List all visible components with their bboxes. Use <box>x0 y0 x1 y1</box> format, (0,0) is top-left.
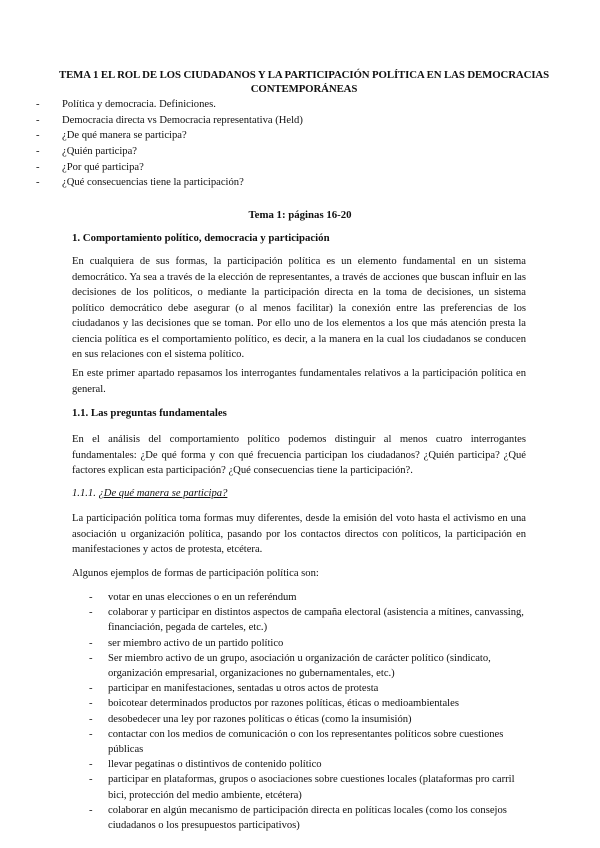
paragraph-overview: En este primer apartado repasamos los interrogantes fundamentales relativos a la participación política en general. <box>72 368 526 395</box>
topic-item <box>36 160 556 176</box>
dash-bullet: - <box>36 161 40 173</box>
list-item-text: ser miembro activo de un partido político <box>108 637 284 649</box>
dash-bullet: - <box>89 607 93 619</box>
list-item <box>89 636 529 651</box>
dash-bullet: - <box>36 130 40 142</box>
topic-item <box>36 175 556 191</box>
list-item-text: participar en manifestaciones, sentadas u otros actos de protesta <box>108 683 379 695</box>
topic-list <box>36 97 556 191</box>
topic-text: ¿Qué consecuencias tiene la participación? <box>62 177 244 189</box>
dash-bullet: - <box>89 683 93 695</box>
list-item-text: participar en plataformas, grupos o asociaciones sobre cuestiones locales (plataformas pro carril bici, protección del medio ambiente, etcétera) <box>108 774 515 801</box>
dash-bullet: - <box>89 637 93 649</box>
paragraph-examples-intro: Algunos ejemplos de formas de participación política son: <box>72 568 319 579</box>
list-item <box>89 757 529 772</box>
list-item <box>89 727 529 757</box>
list-item-text: boicotear determinados productos por razones políticas, éticas o medioambientales <box>108 698 459 710</box>
topic-text: ¿De qué manera se participa? <box>62 130 187 142</box>
topic-item <box>36 113 556 129</box>
topic-item <box>36 144 556 160</box>
dash-bullet: - <box>36 99 40 110</box>
main-title: TEMA 1 EL ROL DE LOS CIUDADANOS Y LA PARTICIPACIÓN POLÍTICA EN LAS DEMOCRACIAS CONTEMPORÁNEAS <box>58 69 550 95</box>
topic-text: ¿Quién participa? <box>62 146 137 158</box>
dash-bullet: - <box>36 146 40 158</box>
list-item <box>89 605 529 635</box>
dash-bullet: - <box>89 713 93 725</box>
topic-item <box>36 97 556 113</box>
dash-bullet: - <box>89 592 93 603</box>
dash-bullet: - <box>89 698 93 710</box>
dash-bullet: - <box>89 728 93 740</box>
list-item-text: desobedecer una ley por razones políticas o éticas (como la insumisión) <box>108 713 412 725</box>
dash-bullet: - <box>89 774 93 786</box>
topic-item <box>36 128 556 144</box>
list-item <box>89 772 529 802</box>
dash-bullet: - <box>89 759 93 771</box>
topic-text: Democracia directa vs Democracia representativa (Held) <box>62 114 303 126</box>
examples-list <box>89 590 529 833</box>
dash-bullet: - <box>89 652 93 664</box>
pages-subtitle: Tema 1: páginas 16-20 <box>248 209 352 221</box>
list-item <box>89 651 529 681</box>
list-item <box>89 712 529 727</box>
topic-text: Política y democracia. Definiciones. <box>62 99 216 110</box>
paragraph-forms: La participación política toma formas muy diferentes, desde la emisión del voto hasta el activismo en una asociación u organización política, pasando por los contactos directos con políticos, la participación en manifestaciones y actos de protesta, etcétera. <box>72 513 526 555</box>
section-1-heading: 1. Comportamiento político, democracia y participación <box>72 232 330 244</box>
section-title: ¿De qué manera se participa? <box>98 488 228 499</box>
section-number: 1.1.1. <box>72 488 96 499</box>
list-item-text: colaborar y participar en distintos aspectos de campaña electoral (asistencia a mítines, canvassing, financiación, pegada de carteles, etc.) <box>108 607 524 634</box>
dash-bullet: - <box>36 114 40 126</box>
list-item-text: votar en unas elecciones o en un referéndum <box>108 592 297 603</box>
dash-bullet: - <box>36 177 40 189</box>
list-item-text: colaborar en algún mecanismo de participación directa en políticas locales (como los consejos ciudadanos o los presupuestos participativos) <box>108 804 507 832</box>
list-item-text: llevar pegatinas o distintivos de contenido político <box>108 759 322 771</box>
list-item-text: Ser miembro activo de un grupo, asociación u organización de carácter político (sindicato, organización empresarial, organizaciones no gubernamentales, etc.) <box>108 652 491 680</box>
section-1-1-heading: 1.1. Las preguntas fundamentales <box>72 407 227 419</box>
section-1-1-1-heading <box>72 486 227 502</box>
list-item <box>89 681 529 696</box>
dash-bullet: - <box>89 804 93 816</box>
paragraph-intro: En cualquiera de sus formas, la participación política es un elemento fundamental en un sistema democrático. Ya sea a través de la elección de representantes, a través de acciones que buscan influir en las decisiones de los políticos, o mediante la participación directa en la toma de decisiones, un sistema político democrático debe asegurar (o al menos facilitar) la conexión entre las preferencias de los ciudadanos y las decisiones que se toman. Por ello uno de los elementos a los que más atención presta la ciencia política es el comportamiento político, es decir, a la manera en la cual los ciudadanos se conducen en sus relaciones con el sistema político. <box>72 256 526 360</box>
list-item-text: contactar con los medios de comunicación o con los representantes políticos sobre cuestiones públicas <box>108 728 504 756</box>
list-item <box>89 590 529 605</box>
paragraph-questions: En el análisis del comportamiento político podemos distinguir al menos cuatro interrogantes fundamentales: ¿De qué forma y con qué frecuencia participan los ciudadanos? ¿Quién participa? ¿Qué factores explican esta participación? ¿Qué consecuencias tiene la participación?. <box>72 434 526 476</box>
list-item <box>89 803 529 833</box>
list-item <box>89 696 529 711</box>
topic-text: ¿Por qué participa? <box>62 161 144 173</box>
